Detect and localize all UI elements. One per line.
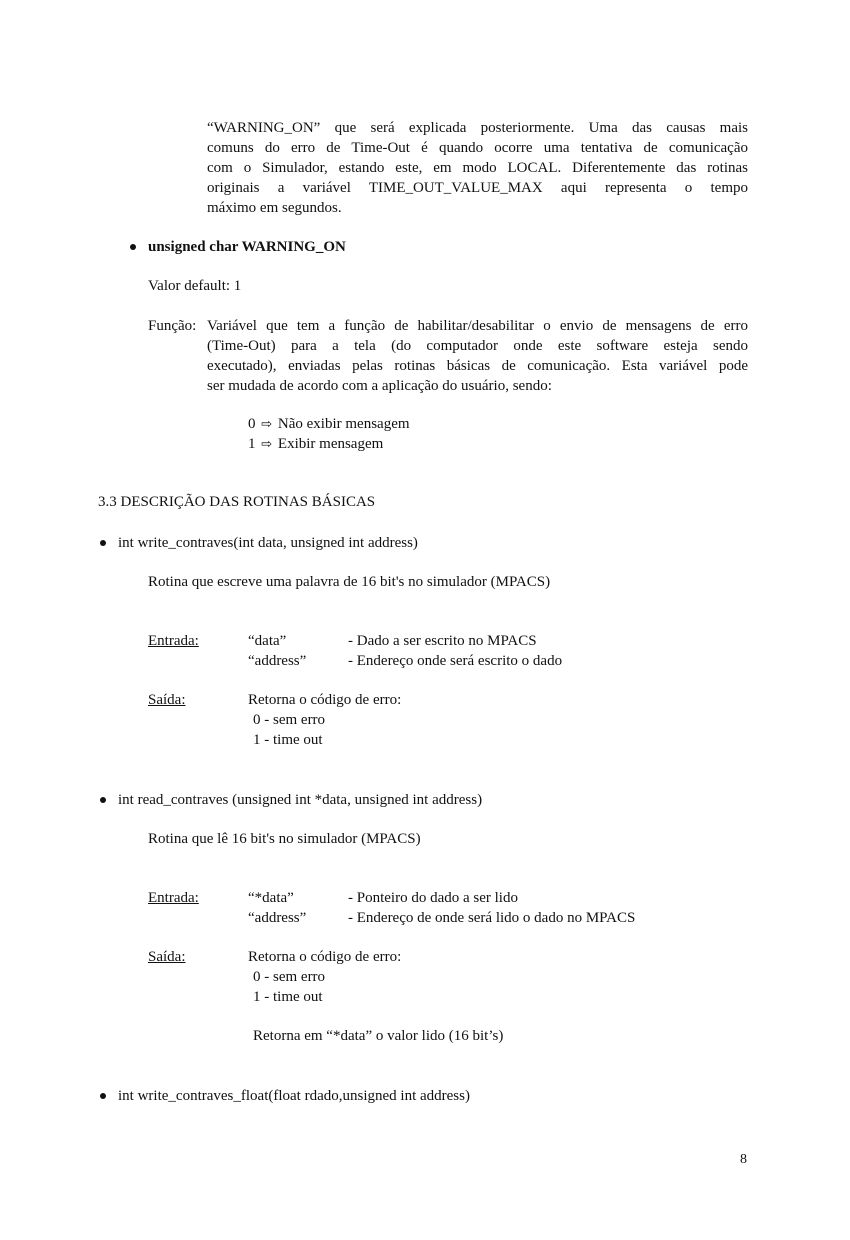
- function-line: Variável que tem a função de habilitar/desabilitar o envio de mensagens de erro: [207, 318, 748, 334]
- section-title: 3.3 DESCRIÇÃO DAS ROTINAS BÁSICAS: [98, 494, 376, 510]
- input-param: “address”: [248, 910, 307, 926]
- output-line: 0 - sem erro: [253, 969, 326, 985]
- paragraph-line: “WARNING_ON” que será explicada posteriormente. Uma das causas mais: [207, 120, 748, 136]
- input-label: Entrada:: [148, 633, 199, 649]
- right-arrow-icon: ⇨: [261, 417, 273, 432]
- bullet-icon: [100, 540, 106, 546]
- option-value: 0: [248, 416, 256, 432]
- variable-heading: unsigned char WARNING_ON: [148, 239, 346, 255]
- input-label: Entrada:: [148, 890, 199, 906]
- paragraph-line: comuns do erro de Time-Out é quando ocorre uma tentativa de comunicação: [207, 140, 748, 156]
- output-line: Retorna o código de erro:: [248, 949, 402, 965]
- paragraph-line: originais a variável TIME_OUT_VALUE_MAX aqui representa o tempo: [207, 180, 748, 196]
- input-param: “address”: [248, 653, 307, 669]
- paragraph-line: máximo em segundos.: [207, 200, 342, 216]
- bullet-icon: [100, 797, 106, 803]
- option-label: Não exibir mensagem: [277, 416, 410, 432]
- default-value: Valor default: 1: [148, 278, 242, 294]
- option-line: [248, 434, 383, 455]
- output-label: Saída:: [148, 692, 186, 708]
- right-arrow-icon: ⇨: [261, 437, 273, 452]
- bullet-icon: [100, 1093, 106, 1099]
- output-line: 1 - time out: [253, 732, 323, 748]
- input-desc: - Ponteiro do dado a ser lido: [348, 890, 518, 906]
- option-label: Exibir mensagem: [277, 436, 384, 452]
- input-param: “data”: [248, 633, 287, 649]
- routine-signature: int read_contraves (unsigned int *data, unsigned int address): [118, 792, 483, 808]
- return-note: Retorna em “*data” o valor lido (16 bit’s): [253, 1028, 504, 1044]
- paragraph-line: com o Simulador, estando este, em modo LOCAL. Diferentemente das rotinas: [207, 160, 748, 176]
- input-desc: - Endereço de onde será lido o dado no MPACS: [348, 910, 636, 926]
- function-label: Função:: [148, 318, 197, 334]
- option-value: 1: [248, 436, 256, 452]
- input-param: “*data”: [248, 890, 294, 906]
- output-label: Saída:: [148, 949, 186, 965]
- input-desc: - Endereço onde será escrito o dado: [348, 653, 563, 669]
- function-line: (Time-Out) para a tela (do computador onde este software esteja sendo: [207, 338, 748, 354]
- option-line: [248, 414, 410, 435]
- routine-signature: int write_contraves_float(float rdado,unsigned int address): [118, 1088, 470, 1104]
- input-desc: - Dado a ser escrito no MPACS: [348, 633, 537, 649]
- function-line: ser mudada de acordo com a aplicação do usuário, sendo:: [207, 378, 552, 394]
- page-number: 8: [740, 1152, 747, 1167]
- output-line: 1 - time out: [253, 989, 323, 1005]
- bullet-icon: [130, 244, 136, 250]
- routine-signature: int write_contraves(int data, unsigned int address): [118, 535, 418, 551]
- routine-description: Rotina que escreve uma palavra de 16 bit's no simulador (MPACS): [148, 574, 551, 590]
- output-line: Retorna o código de erro:: [248, 692, 402, 708]
- output-line: 0 - sem erro: [253, 712, 326, 728]
- routine-description: Rotina que lê 16 bit's no simulador (MPACS): [148, 831, 421, 847]
- function-line: executado), enviadas pelas rotinas básicas de comunicação. Esta variável pode: [207, 358, 748, 374]
